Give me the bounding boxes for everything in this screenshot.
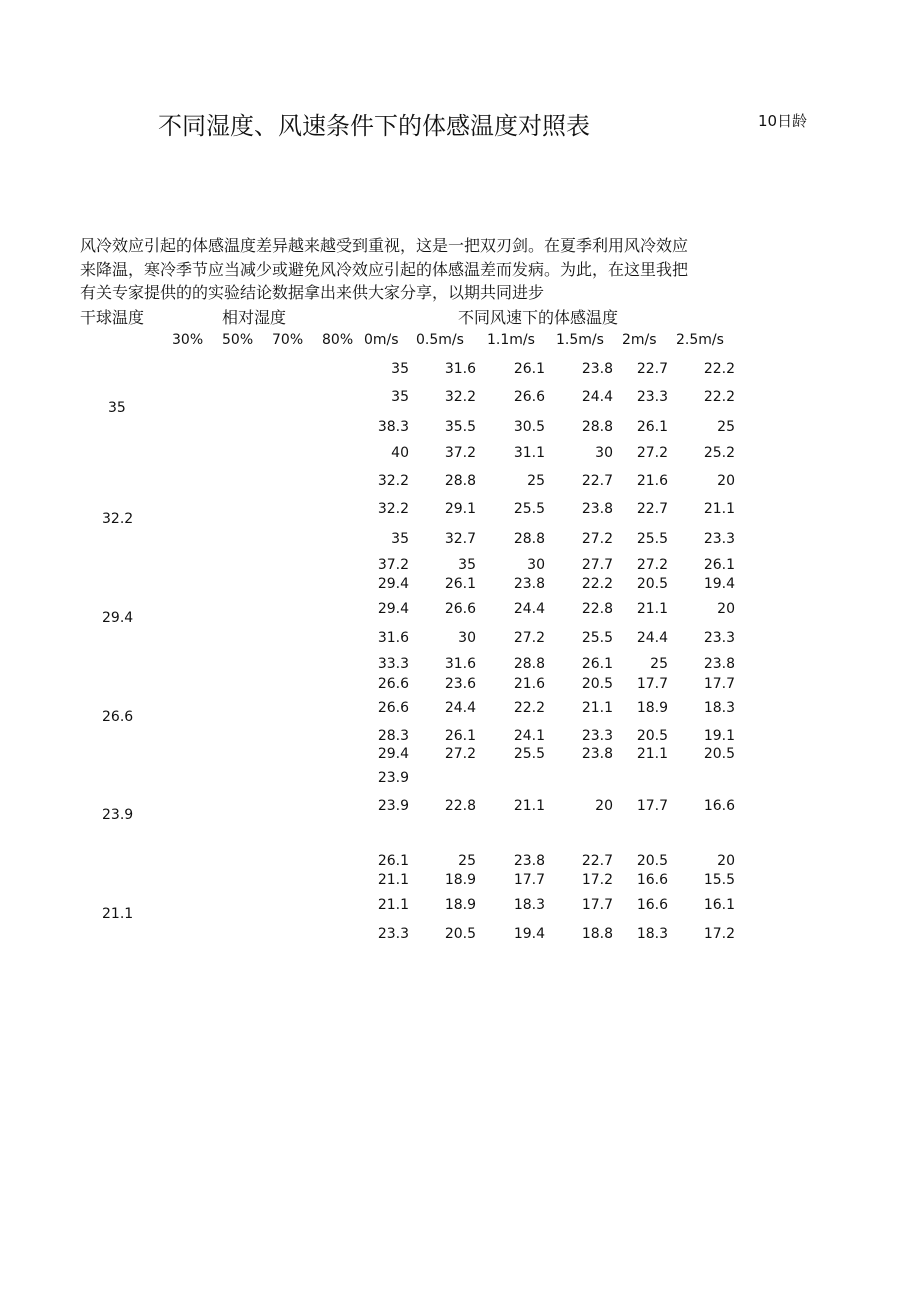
table-cell: 20.5 — [636, 853, 668, 869]
table-cell: 18.3 — [703, 700, 735, 716]
table-cell: 30 — [527, 557, 545, 573]
table-cell: 22.2 — [513, 700, 545, 716]
table-cell: 30 — [458, 630, 476, 646]
table-cell: 21.1 — [377, 872, 409, 888]
table-cell: 21.1 — [636, 601, 668, 617]
table-cell: 22.2 — [581, 576, 613, 592]
table-cell: 26.1 — [444, 576, 476, 592]
age-note: 10日龄 — [758, 112, 808, 130]
table-cell: 17.7 — [703, 676, 735, 692]
table-cell: 22.8 — [581, 601, 613, 617]
header-wind-group: 不同风速下的体感温度 — [458, 308, 619, 327]
table-cell: 27.2 — [636, 557, 668, 573]
table-cell: 27.2 — [513, 630, 545, 646]
dry-bulb-label: 29.4 — [102, 610, 134, 626]
table-cell: 20.5 — [703, 746, 735, 762]
table-cell: 35 — [391, 361, 409, 377]
wind-1-5: 1.5m/s — [556, 332, 604, 348]
table-cell: 18.9 — [636, 700, 668, 716]
table-cell: 23.3 — [703, 531, 735, 547]
table-cell: 25.5 — [636, 531, 668, 547]
table-cell: 35 — [458, 557, 476, 573]
table-cell: 20 — [595, 798, 613, 814]
table-cell: 20.5 — [636, 728, 668, 744]
intro-line: 来降温，寒冷季节应当减少或避免风冷效应引起的体感温差而发病。为此，在这里我把 — [80, 260, 689, 279]
table-cell: 22.8 — [444, 798, 476, 814]
table-cell: 26.6 — [377, 700, 409, 716]
table-cell: 22.7 — [581, 473, 613, 489]
table-cell: 21.6 — [636, 473, 668, 489]
table-cell: 22.2 — [703, 361, 735, 377]
table-cell: 21.1 — [377, 897, 409, 913]
table-cell: 31.1 — [513, 445, 545, 461]
table-cell: 26.1 — [513, 361, 545, 377]
dry-bulb-label: 23.9 — [102, 807, 134, 823]
table-cell: 18.9 — [444, 897, 476, 913]
table-cell: 21.1 — [703, 501, 735, 517]
table-cell: 23.3 — [377, 926, 409, 942]
dry-bulb-label: 35 — [108, 400, 126, 416]
table-cell: 20 — [717, 473, 735, 489]
table-cell: 25 — [527, 473, 545, 489]
table-cell: 35.5 — [444, 419, 476, 435]
table-cell: 23.8 — [513, 853, 545, 869]
table-cell: 40 — [391, 445, 409, 461]
table-cell: 37.2 — [377, 557, 409, 573]
table-cell: 33.3 — [377, 656, 409, 672]
table-cell: 24.4 — [513, 601, 545, 617]
table-cell: 16.6 — [703, 798, 735, 814]
table-cell: 28.8 — [513, 656, 545, 672]
table-cell: 20.5 — [581, 676, 613, 692]
table-cell: 29.1 — [444, 501, 476, 517]
table-cell: 17.7 — [513, 872, 545, 888]
table-cell: 26.1 — [377, 853, 409, 869]
table-cell: 26.1 — [581, 656, 613, 672]
table-cell: 23.8 — [513, 576, 545, 592]
table-cell: 32.2 — [444, 389, 476, 405]
intro-line: 风冷效应引起的体感温度差异越来越受到重视，这是一把双刃剑。在夏季利用风冷效应 — [80, 236, 689, 255]
table-cell: 25 — [717, 419, 735, 435]
table-cell: 23.3 — [636, 389, 668, 405]
table-cell: 32.2 — [377, 501, 409, 517]
table-cell: 18.9 — [444, 872, 476, 888]
wind-1-1: 1.1m/s — [487, 332, 535, 348]
table-cell: 25 — [458, 853, 476, 869]
table-cell: 26.6 — [377, 676, 409, 692]
table-cell: 27.7 — [581, 557, 613, 573]
table-cell: 24.4 — [581, 389, 613, 405]
table-cell: 16.6 — [636, 897, 668, 913]
table-cell: 23.9 — [377, 798, 409, 814]
table-cell: 21.1 — [513, 798, 545, 814]
table-cell: 21.6 — [513, 676, 545, 692]
table-cell: 23.8 — [703, 656, 735, 672]
wind-2-5: 2.5m/s — [676, 332, 724, 348]
table-cell: 21.1 — [581, 700, 613, 716]
table-cell: 22.7 — [636, 501, 668, 517]
table-cell: 28.3 — [377, 728, 409, 744]
table-cell: 29.4 — [377, 576, 409, 592]
table-cell: 15.5 — [703, 872, 735, 888]
table-cell: 25.5 — [581, 630, 613, 646]
table-cell: 28.8 — [444, 473, 476, 489]
table-cell: 18.3 — [636, 926, 668, 942]
humidity-70: 70% — [272, 332, 304, 348]
header-dry-bulb: 干球温度 — [80, 308, 145, 327]
table-cell: 31.6 — [377, 630, 409, 646]
table-cell: 24.1 — [513, 728, 545, 744]
table-cell: 32.2 — [377, 473, 409, 489]
table-cell: 26.6 — [513, 389, 545, 405]
table-cell: 38.3 — [377, 419, 409, 435]
table-cell: 27.2 — [636, 445, 668, 461]
page-title: 不同湿度、风速条件下的体感温度对照表 — [158, 112, 590, 140]
table-cell: 20 — [717, 601, 735, 617]
table-cell: 17.7 — [581, 897, 613, 913]
table-cell: 16.1 — [703, 897, 735, 913]
table-cell: 28.8 — [513, 531, 545, 547]
table-cell: 20.5 — [444, 926, 476, 942]
table-cell: 19.4 — [513, 926, 545, 942]
table-cell: 29.4 — [377, 601, 409, 617]
table-cell: 21.1 — [636, 746, 668, 762]
table-cell: 30.5 — [513, 419, 545, 435]
table-cell: 27.2 — [581, 531, 613, 547]
table-cell: 26.6 — [444, 601, 476, 617]
humidity-80: 80% — [322, 332, 354, 348]
table-cell: 24.4 — [636, 630, 668, 646]
wind-2: 2m/s — [622, 332, 657, 348]
table-cell: 18.8 — [581, 926, 613, 942]
table-cell: 31.6 — [444, 361, 476, 377]
table-cell: 37.2 — [444, 445, 476, 461]
table-cell: 19.4 — [703, 576, 735, 592]
table-cell: 25.5 — [513, 501, 545, 517]
dry-bulb-label: 32.2 — [102, 511, 134, 527]
table-cell: 23.8 — [581, 746, 613, 762]
table-cell: 29.4 — [377, 746, 409, 762]
table-cell: 25.5 — [513, 746, 545, 762]
table-cell: 30 — [595, 445, 613, 461]
table-cell: 17.2 — [581, 872, 613, 888]
table-cell: 23.8 — [581, 501, 613, 517]
table-cell: 28.8 — [581, 419, 613, 435]
dry-bulb-label: 21.1 — [102, 906, 134, 922]
table-cell: 17.7 — [636, 676, 668, 692]
table-cell: 19.1 — [703, 728, 735, 744]
table-cell: 17.7 — [636, 798, 668, 814]
table-cell: 23.6 — [444, 676, 476, 692]
table-cell: 23.9 — [377, 770, 409, 786]
table-cell: 16.6 — [636, 872, 668, 888]
table-cell: 32.7 — [444, 531, 476, 547]
humidity-30: 30% — [172, 332, 204, 348]
table-cell: 23.3 — [703, 630, 735, 646]
wind-0: 0m/s — [364, 332, 399, 348]
table-cell: 22.7 — [581, 853, 613, 869]
humidity-50: 50% — [222, 332, 254, 348]
table-cell: 35 — [391, 389, 409, 405]
table-cell: 25 — [650, 656, 668, 672]
table-cell: 35 — [391, 531, 409, 547]
table-cell: 20.5 — [636, 576, 668, 592]
table-cell: 26.1 — [444, 728, 476, 744]
table-cell: 17.2 — [703, 926, 735, 942]
table-cell: 22.7 — [636, 361, 668, 377]
table-cell: 24.4 — [444, 700, 476, 716]
table-cell: 18.3 — [513, 897, 545, 913]
table-cell: 26.1 — [703, 557, 735, 573]
table-cell: 23.3 — [581, 728, 613, 744]
header-humidity: 相对湿度 — [222, 308, 287, 327]
dry-bulb-label: 26.6 — [102, 709, 134, 725]
table-cell: 26.1 — [636, 419, 668, 435]
table-cell: 25.2 — [703, 445, 735, 461]
table-cell: 23.8 — [581, 361, 613, 377]
table-cell: 20 — [717, 853, 735, 869]
intro-line: 有关专家提供的的实验结论数据拿出来供大家分享，以期共同进步 — [80, 283, 545, 302]
table-cell: 27.2 — [444, 746, 476, 762]
table-cell: 22.2 — [703, 389, 735, 405]
table-cell: 31.6 — [444, 656, 476, 672]
wind-0-5: 0.5m/s — [416, 332, 464, 348]
